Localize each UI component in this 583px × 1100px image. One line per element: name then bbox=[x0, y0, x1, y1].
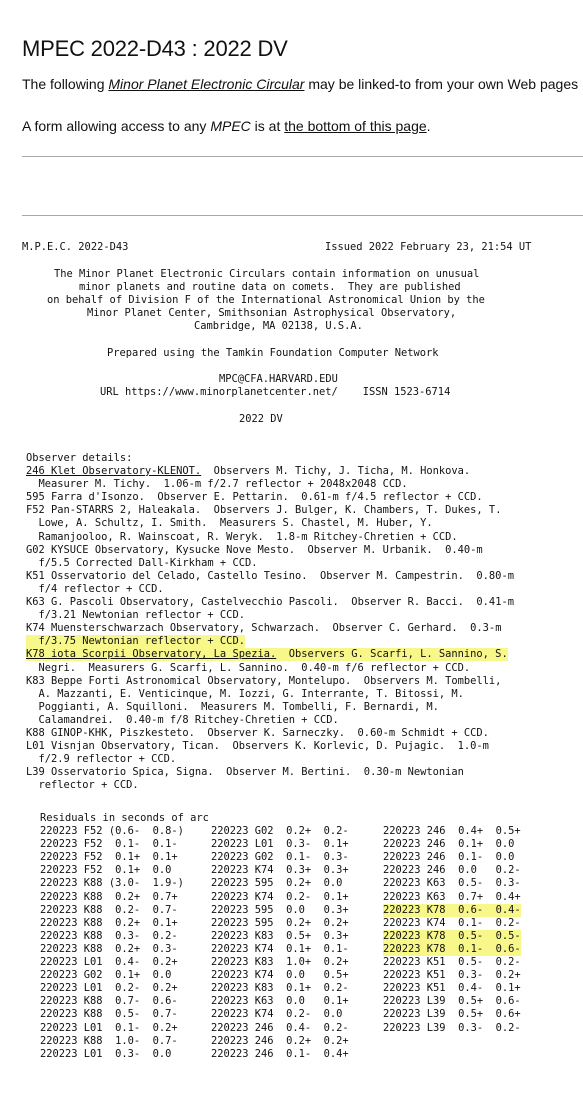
residual-cell: 220223 246 0.0 0.2- bbox=[383, 864, 521, 877]
form-text-end: . bbox=[426, 118, 431, 134]
observer-details: Observer K. Sarneczky. 0.60-m Schmidt + CCD. bbox=[194, 727, 489, 739]
observer-continuation: A. Mazzanti, E. Venticinque, M. Iozzi, G. Interrante, T. Bitossi, M. bbox=[26, 687, 464, 700]
residual-cell: 220223 K88 0.2- 0.7- bbox=[40, 903, 178, 916]
residual-cell: 220223 F52 0.1- 0.1- bbox=[40, 838, 178, 851]
observer-entry bbox=[26, 766, 464, 779]
observer-details: Observer M. Bertini. 0.30-m Newtonian bbox=[213, 766, 464, 779]
residual-cell: 220223 246 0.1- 0.4+ bbox=[211, 1047, 349, 1060]
observer-continuation: f/3.21 Newtonian reflector + CCD. bbox=[26, 609, 245, 622]
residual-cell: 220223 595 0.0 0.3+ bbox=[211, 903, 349, 916]
residual-cell: 220223 G02 0.1- 0.3- bbox=[211, 851, 349, 864]
residual-cell: 220223 246 0.2+ 0.2+ bbox=[211, 1034, 349, 1047]
observer-code-name: 595 Farra d'Isonzo. bbox=[26, 491, 145, 504]
observer-details: Observers G. Scarfi, L. Sannino, S. bbox=[276, 648, 508, 661]
contact-email: MPC@CFA.HARVARD.EDU bbox=[219, 373, 338, 385]
observer-details: Observer R. Bacci. 0.41-m bbox=[338, 596, 514, 608]
observer-entry bbox=[26, 491, 483, 504]
residual-cell: 220223 K74 0.2- 0.1+ bbox=[211, 890, 349, 903]
residual-cell: 220223 L01 0.2- 0.2+ bbox=[40, 982, 178, 995]
observer-continuation: Lowe, A. Schultz, I. Smith. Measurers S. Chastel, M. Huber, Y. bbox=[26, 517, 433, 530]
residual-cell: 220223 G02 0.2+ 0.2- bbox=[211, 825, 349, 837]
observer-continuation: Negri. Measurers G. Scarfi, L. Sannino. 0.40-m f/6 reflector + CCD. bbox=[26, 661, 471, 674]
page-title: MPEC 2022-D43 : 2022 DV bbox=[22, 36, 288, 61]
residual-cell: 220223 K78 0.1- 0.6- bbox=[383, 942, 521, 955]
observer-continuation: f/5.5 Corrected Dall-Kirkham + CCD. bbox=[26, 556, 258, 569]
observer-entry bbox=[26, 504, 501, 517]
residual-cell: 220223 L01 0.3- 0.1+ bbox=[211, 838, 349, 851]
residual-cell: 220223 K88 (3.0- 1.9-) bbox=[40, 877, 184, 890]
form-paragraph bbox=[22, 118, 431, 134]
preamble-line: Minor Planet Center, Smithsonian Astrophysical Observatory, bbox=[87, 307, 457, 319]
observer-code-name[interactable]: 246 Klet Observatory-KLENOT. bbox=[26, 465, 202, 477]
observer-entry bbox=[26, 544, 483, 557]
residual-cell: 220223 L01 0.1- 0.2+ bbox=[40, 1021, 178, 1034]
residual-cell: 220223 K74 0.1- 0.2- bbox=[383, 916, 521, 929]
form-text-mid: is at bbox=[250, 118, 285, 134]
residual-cell: 220223 246 0.4+ 0.5+ bbox=[383, 825, 521, 837]
observer-code-name: G02 KYSUCE Observatory, Kysucke Nove Mesto. bbox=[26, 543, 295, 556]
residual-cell: 220223 K63 0.5- 0.3- bbox=[383, 877, 521, 890]
mpec-emphasis: MPEC bbox=[210, 118, 251, 134]
divider bbox=[22, 215, 583, 216]
observer-continuation: Poggianti, A. Squilloni. Measurers M. Tombelli, F. Bernardi, M. bbox=[26, 700, 439, 713]
observer-continuation: Measurer M. Tichy. 1.06-m f/2.7 reflector + 2048x2048 CCD. bbox=[26, 478, 408, 491]
intro-text: The following bbox=[22, 76, 109, 92]
residual-cell: 220223 K88 0.2+ 0.3- bbox=[40, 942, 178, 955]
observer-continuation: f/4 reflector + CCD. bbox=[26, 582, 164, 595]
observer-code-name: L01 Visnjan Observatory, Tican. bbox=[26, 740, 220, 753]
residual-cell: 220223 K74 0.1+ 0.1- bbox=[211, 942, 349, 955]
observer-entry bbox=[26, 570, 514, 583]
residual-cell: 220223 K74 0.3+ 0.3+ bbox=[211, 864, 349, 877]
observer-code-name: K51 Osservatorio del Celado, Castello Tesino. bbox=[26, 569, 308, 582]
residual-cell: 220223 K83 1.0+ 0.2+ bbox=[211, 956, 349, 968]
observer-entry bbox=[26, 727, 489, 740]
observer-continuation: f/2.9 reflector + CCD. bbox=[26, 753, 177, 766]
observer-entry bbox=[26, 596, 514, 609]
residual-cell: 220223 L39 0.5+ 0.6+ bbox=[383, 1008, 521, 1021]
residual-cell: 220223 K88 0.7- 0.6- bbox=[40, 995, 178, 1008]
residual-cell: 220223 K78 0.5- 0.5- bbox=[383, 929, 521, 942]
residual-cell: 220223 246 0.1- 0.0 bbox=[383, 851, 515, 864]
residual-cell: 220223 K51 0.5- 0.2- bbox=[383, 956, 521, 968]
preamble-line: minor planets and routine data on comets. They are published bbox=[79, 281, 461, 293]
circular-id: M.P.E.C. 2022-D43 bbox=[22, 241, 129, 253]
preamble-line: Cambridge, MA 02138, U.S.A. bbox=[194, 320, 363, 332]
observer-details: Observer M. Campestrin. 0.80-m bbox=[307, 569, 514, 582]
form-text: A form allowing access to any bbox=[22, 118, 211, 134]
observer-code-name: K63 G. Pascoli Observatory, Castelvecchio Pascoli. bbox=[26, 596, 339, 608]
residual-cell: 220223 L01 0.3- 0.0 bbox=[40, 1047, 172, 1060]
residual-cell: 220223 F52 (0.6- 0.8-) bbox=[40, 825, 184, 837]
residual-cell: 220223 246 0.1+ 0.0 bbox=[383, 838, 515, 851]
observer-details: Observer E. Pettarin. 0.61-m f/4.5 reflector + CCD. bbox=[144, 491, 483, 504]
preamble-line: on behalf of Division F of the International Astronomical Union by the bbox=[47, 294, 485, 306]
observers-heading: Observer details: bbox=[26, 452, 133, 464]
mpec-info-link[interactable]: Minor Planet Electronic Circular bbox=[108, 76, 305, 92]
residual-cell: 220223 L39 0.5+ 0.6- bbox=[383, 995, 521, 1008]
observer-details: Observers M. Tichy, J. Ticha, M. Honkova. bbox=[201, 465, 471, 477]
observer-code-name: L39 Osservatorio Spica, Signa. bbox=[26, 766, 214, 779]
observer-continuation: Ramanjooloo, R. Wainscoat, R. Weryk. 1.8-m Ritchey-Chretien + CCD. bbox=[26, 530, 458, 543]
intro-text-end: may be linked-to from your own Web pages bbox=[304, 76, 579, 92]
residual-cell: 220223 595 0.2+ 0.0 bbox=[211, 877, 343, 890]
intro-paragraph bbox=[22, 76, 578, 92]
residual-cell: 220223 K74 0.2- 0.0 bbox=[211, 1008, 343, 1021]
url-issn-line: URL https://www.minorplanetcenter.net/ ISSN 1523-6714 bbox=[100, 386, 451, 398]
residual-cell: 220223 K51 0.4- 0.1+ bbox=[383, 982, 521, 995]
residual-cell: 220223 L01 0.4- 0.2+ bbox=[40, 956, 178, 968]
residual-cell: 220223 K83 0.1+ 0.2- bbox=[211, 982, 349, 995]
observer-entry bbox=[26, 465, 470, 478]
observer-entry bbox=[26, 622, 501, 635]
residual-cell: 220223 K63 0.0 0.1+ bbox=[211, 995, 349, 1008]
observer-details: Observers J. Bulger, K. Chambers, T. Dukes, T. bbox=[201, 504, 502, 517]
preamble-line: The Minor Planet Electronic Circulars contain information on unusual bbox=[54, 268, 480, 280]
residual-cell: 220223 K63 0.7+ 0.4+ bbox=[383, 890, 521, 903]
residual-cell: 220223 K88 0.2+ 0.1+ bbox=[40, 916, 178, 929]
observer-entry bbox=[26, 740, 489, 753]
residual-cell: 220223 F52 0.1+ 0.0 bbox=[40, 864, 172, 877]
residual-cell: 220223 K51 0.3- 0.2+ bbox=[383, 969, 521, 982]
residual-cell: 220223 246 0.4- 0.2- bbox=[211, 1021, 349, 1034]
observer-code-name: F52 Pan-STARRS 2, Haleakala. bbox=[26, 504, 202, 517]
observer-details: Observers M. Tombelli, bbox=[351, 674, 502, 687]
observer-details: Observers K. Korlevic, D. Pujagic. 1.0-m bbox=[219, 740, 489, 753]
residual-cell: 220223 K83 0.5+ 0.3+ bbox=[211, 929, 349, 942]
residual-cell: 220223 K74 0.0 0.5+ bbox=[211, 969, 349, 982]
bottom-of-page-link[interactable]: the bottom of this page bbox=[284, 118, 427, 134]
residual-cell: 220223 K78 0.6- 0.4- bbox=[383, 903, 521, 916]
residuals-heading: Residuals in seconds of arc bbox=[40, 812, 209, 824]
divider bbox=[22, 156, 583, 157]
observer-continuation: Calamandrei. 0.40-m f/8 Ritchey-Chretien + CCD. bbox=[26, 713, 339, 726]
residual-cell: 220223 F52 0.1+ 0.1+ bbox=[40, 851, 178, 864]
observer-code-name: K88 GINOP-KHK, Piszkesteto. bbox=[26, 727, 195, 739]
residual-cell: 220223 K88 0.3- 0.2- bbox=[40, 929, 178, 942]
observer-code-name[interactable]: K78 iota Scorpii Observatory, La Spezia. bbox=[26, 648, 277, 661]
residual-cell: 220223 G02 0.1+ 0.0 bbox=[40, 969, 172, 982]
observer-details: Observer C. Gerhard. 0.3-m bbox=[320, 622, 502, 635]
residual-cell: 220223 L39 0.3- 0.2- bbox=[383, 1021, 521, 1034]
observer-entry bbox=[26, 648, 508, 661]
observer-code-name: K74 Muensterschwarzach Observatory, Schwarzach. bbox=[26, 622, 321, 635]
circular-issued: Issued 2022 February 23, 21:54 UT bbox=[325, 241, 532, 253]
object-designation: 2022 DV bbox=[239, 413, 283, 425]
residual-cell: 220223 K88 1.0- 0.7- bbox=[40, 1034, 178, 1047]
observer-continuation: f/3.75 Newtonian reflector + CCD. bbox=[26, 635, 245, 648]
observer-code-name: K83 Beppe Forti Astronomical Observatory, Montelupo. bbox=[26, 674, 352, 687]
observer-entry bbox=[26, 675, 501, 688]
residual-cell: 220223 K88 0.5- 0.7- bbox=[40, 1008, 178, 1021]
prepared-line: Prepared using the Tamkin Foundation Computer Network bbox=[107, 347, 439, 359]
residual-cell: 220223 595 0.2+ 0.2+ bbox=[211, 916, 349, 929]
residual-cell: 220223 K88 0.2+ 0.7+ bbox=[40, 890, 178, 903]
observer-details: Observer M. Urbanik. 0.40-m bbox=[295, 543, 483, 556]
observer-continuation: reflector + CCD. bbox=[26, 779, 139, 792]
